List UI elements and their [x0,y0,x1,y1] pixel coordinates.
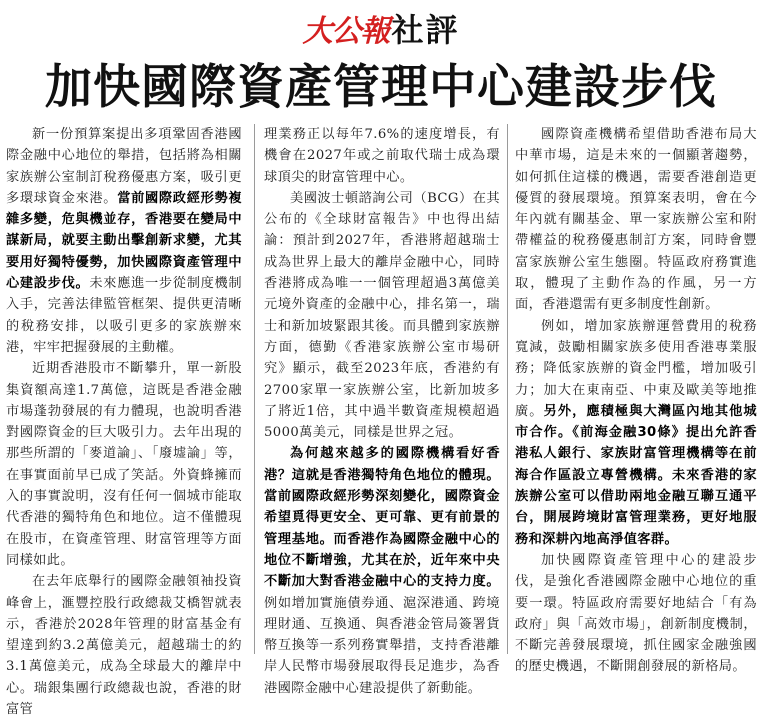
body-text: 例如，增加家族辦運營費用的稅務寬減，鼓勵相關家族多使用香港專業服務；降低家族辦的資金門檻，增加吸引力；加大在東南亞、中東及歐美等地推廣。 [515,318,757,419]
paragraph: 加快國際資產管理中心的建設步伐，是強化香港國際金融中心地位的重要一環。特區政府需要好地結合「有為政府」與「高效市場」，創新制度機制，不斷完善發展環境，抓住國家金融強國的歷史機遇，不斷開創發展的新格局。 [515,552,757,675]
article-headline: 加快國際資產管理中心建設步伐 [45,60,717,115]
paragraph [264,443,500,699]
masthead [0,4,762,52]
bold-text: 當前國際政經形勢複雜多變，危與機並存，香港要在變局中謀新局，就要主動出擊創新求變，尤其要用好獨特優勢，加快國際資產管理中心建設步伐。 [6,190,242,292]
paragraph: 國際資產機構希望借助香港布局大中華市場，這是未來的一個顯著趨勢，如何抓住這樣的機遇，需要香港創造更優質的發展環境。預算案表明，會在今年內就有關基金、單一家族辦公室和附帶權益的稅務優惠制訂方案，同時會豐富家族辦公室生態圈。特區政府務實進取，體現了主動作為的作風，另一方面，香港還需有更多制度性創新。 [515,127,757,313]
paragraph: 近期香港股市不斷攀升，單一新股集資額高達1.7萬億，這既是香港金融市場蓬勃發展的有力體現，也說明香港對國際資金的巨大吸引力。去年出現的那些所謂的「麥道論」、「廢墟論」等，在事實面前早已成了笑話。外資蜂擁而入的事實說明，沒有任何一個城市能取代香港的獨特角色和地位。這不僅體現在股市，在資產管理、財富管理等方面同樣如此。 [6,361,242,568]
body-text: 新一份預算案提出多項鞏固香港國際金融中心地位的舉措，包括將為相關家族辦公室制訂稅務優惠方案，吸引更多環球資金來港。 [6,127,242,206]
paragraph: 理業務正以每年7.6%的速度增長，有機會在2027年或之前取代瑞士成為環球頂尖的財富管理中心。 [264,127,500,185]
column-divider [254,124,255,654]
body-text: 例如增加實施債券通、滬深港通、跨境理財通、互換通、與香港金管局簽署貨幣互換等一系列務實舉措，支持香港離岸人民幣市場發展取得長足進步，為香港國際金融中心建設提供了新動能。 [264,595,500,696]
paragraph [515,316,757,550]
body-text: 未來應進一步從制度機制入手，完善法律監管框架、提供更清晰的稅務安排，以吸引更多的家族辦來港，牢牢把握發展的主動權。 [6,276,242,355]
article-column-3 [515,124,757,675]
bold-text: 另外，應積極與大灣區內地其他城市合作。《前海金融30條》提出允許香港私人銀行、家族財富管理機構等在前海合作區設立專營機構。未來香港的家族辦公室可以借助兩地金融互聯互通平台，開展跨境財富管理業務，更好地服務和深耕內地高淨值客群。 [515,403,757,547]
paragraph [6,124,242,358]
column-divider [507,124,508,654]
newspaper-logo: 大公報 [302,14,390,49]
article-column-1 [6,124,242,718]
bold-text: 為何越來越多的國際機構看好香港？這就是香港獨特角色地位的體現。當前國際政經形勢深刻變化，國際資金希望覓得更安全、更可靠、更有前景的管理基地。而香港作為國際金融中心的地位不斷增強，尤其在於，近年來中央不斷加大對香港金融中心的支持力度。 [264,446,500,590]
section-label: 社評 [391,11,460,49]
article-column-2 [264,124,500,696]
paragraph: 在去年底舉行的國際金融領袖投資峰會上，滙豐控股行政總裁艾橋智就表示，香港於2028年管理的財富基金有望達到約3.2萬億美元，超越瑞士的約3.1萬億美元，成為全球最大的離岸中心。瑞銀集團行政總裁也說，香港的財富管 [6,574,242,718]
paragraph: 美國波士頓諮詢公司（BCG）在其公布的《全球財富報告》中也得出結論：預計到2027年，香港將超越瑞士成為世界上最大的離岸金融中心，同時香港將成為唯一一個管理超過3萬億美元境外資產的金融中心，排名第一，瑞士和新加坡緊跟其後。而具體到家族辦方面，德勤《香港家族辦公室市場研究》顯示，截至2023年底，香港約有2700家單一家族辦公室，比新加坡多了將近1倍，其中過半數資產規模超過5000萬美元，同樣是世界之冠。 [264,190,500,441]
